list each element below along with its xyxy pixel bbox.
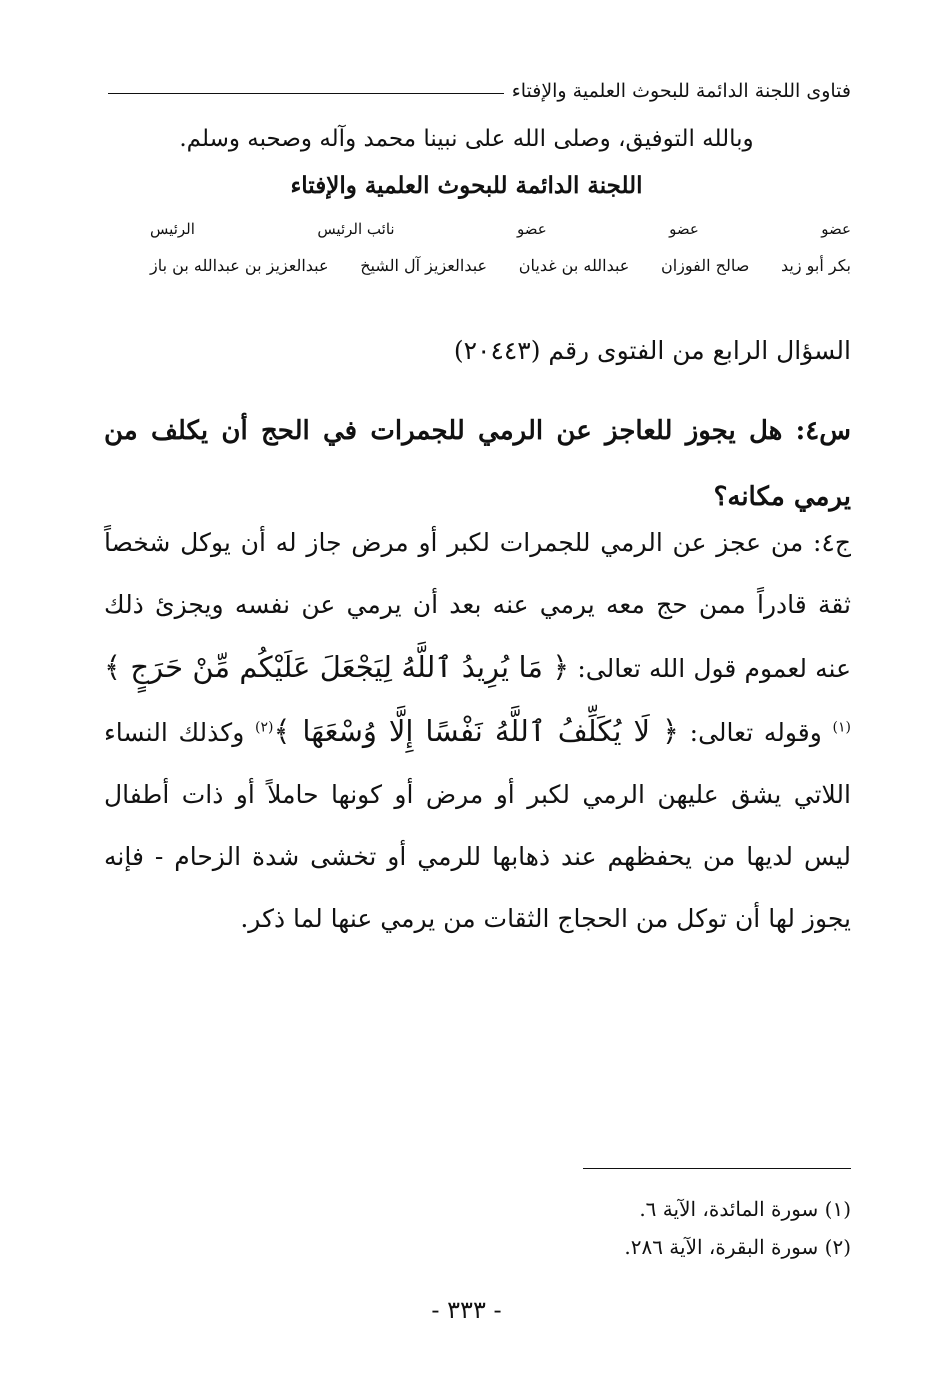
signatory-roles xyxy=(150,220,851,238)
footnote-rule xyxy=(583,1168,851,1169)
closing-line: وبالله التوفيق، وصلى الله على نبينا محمد وآله وصحبه وسلم. xyxy=(179,126,754,152)
signatory-role: عضو xyxy=(669,220,699,238)
quran-verse-1: ﴿ مَا يُرِيدُ ٱللَّهُ لِيَجْعَلَ عَلَيْكُم مِّنْ حَرَجٍ ﴾ xyxy=(104,650,570,684)
signatory-name: عبدالعزيز بن عبدالله بن باز xyxy=(150,256,329,275)
question-text: س٤: هل يجوز للعاجز عن الرمي للجمرات في الحج أن يكلف من يرمي مكانه؟ xyxy=(104,416,851,512)
running-header xyxy=(108,74,851,108)
signatory-name: بكر أبو زيد xyxy=(780,256,851,275)
footnote-1: (١) سورة المائدة، الآية ٦. xyxy=(639,1197,851,1221)
answer-part-3: وكذلك النساء اللاتي يشق عليهن الرمي لكبر أو مرض أو كونها حاملاً أو ذات أطفال ليس لديها من يحفظهم عند ذهابها للرمي أو تخشى شدة الزحام - فإنه يجوز لها أن توكل من الحجاج الثقات من يرمي عنها لما ذكر. xyxy=(104,718,851,933)
signatory-name: عبدالعزيز آل الشيخ xyxy=(360,256,488,275)
footnote-ref-2[interactable]: (٢) xyxy=(254,719,274,736)
running-title: فتاوى اللجنة الدائمة للبحوث العلمية والإفتاء xyxy=(511,80,851,102)
answer-part-1: ج٤: من عجز عن الرمي للجمرات لكبر أو مرض جاز له أن يوكل شخصاً ثقة قادراً ممن حج معه يرمي عنه بعد أن يرمي عن نفسه ويجزئ ذلك عنه لعموم قول الله تعالى: xyxy=(104,528,851,683)
footnote-2: (٢) سورة البقرة، الآية ٢٨٦. xyxy=(624,1235,851,1259)
footnote-ref-1[interactable]: (١) xyxy=(832,719,851,736)
signatory-name: عبدالله بن غديان xyxy=(518,256,630,275)
fatwa-question-heading: السؤال الرابع من الفتوى رقم (٢٠٤٤٣) xyxy=(453,336,851,365)
answer-text xyxy=(104,512,851,950)
quran-verse-2: ﴿ لَا يُكَلِّفُ ٱللَّهُ نَفْسًا إِلَّا وُسْعَهَا ﴾ xyxy=(273,714,679,748)
signatory-role: نائب الرئيس xyxy=(317,220,395,238)
signatory-names xyxy=(150,256,851,275)
signatory-role: الرئيس xyxy=(150,220,195,238)
answer-part-2: وقوله تعالى: xyxy=(678,718,833,747)
header-rule xyxy=(108,93,504,94)
signatory-name: صالح الفوزان xyxy=(660,256,750,275)
signatory-role: عضو xyxy=(821,220,851,238)
footnotes xyxy=(624,1190,851,1266)
committee-name: اللجنة الدائمة للبحوث العلمية والإفتاء xyxy=(290,172,643,199)
page-number: - ٣٣٣ - xyxy=(431,1296,502,1324)
signatory-role: عضو xyxy=(517,220,547,238)
